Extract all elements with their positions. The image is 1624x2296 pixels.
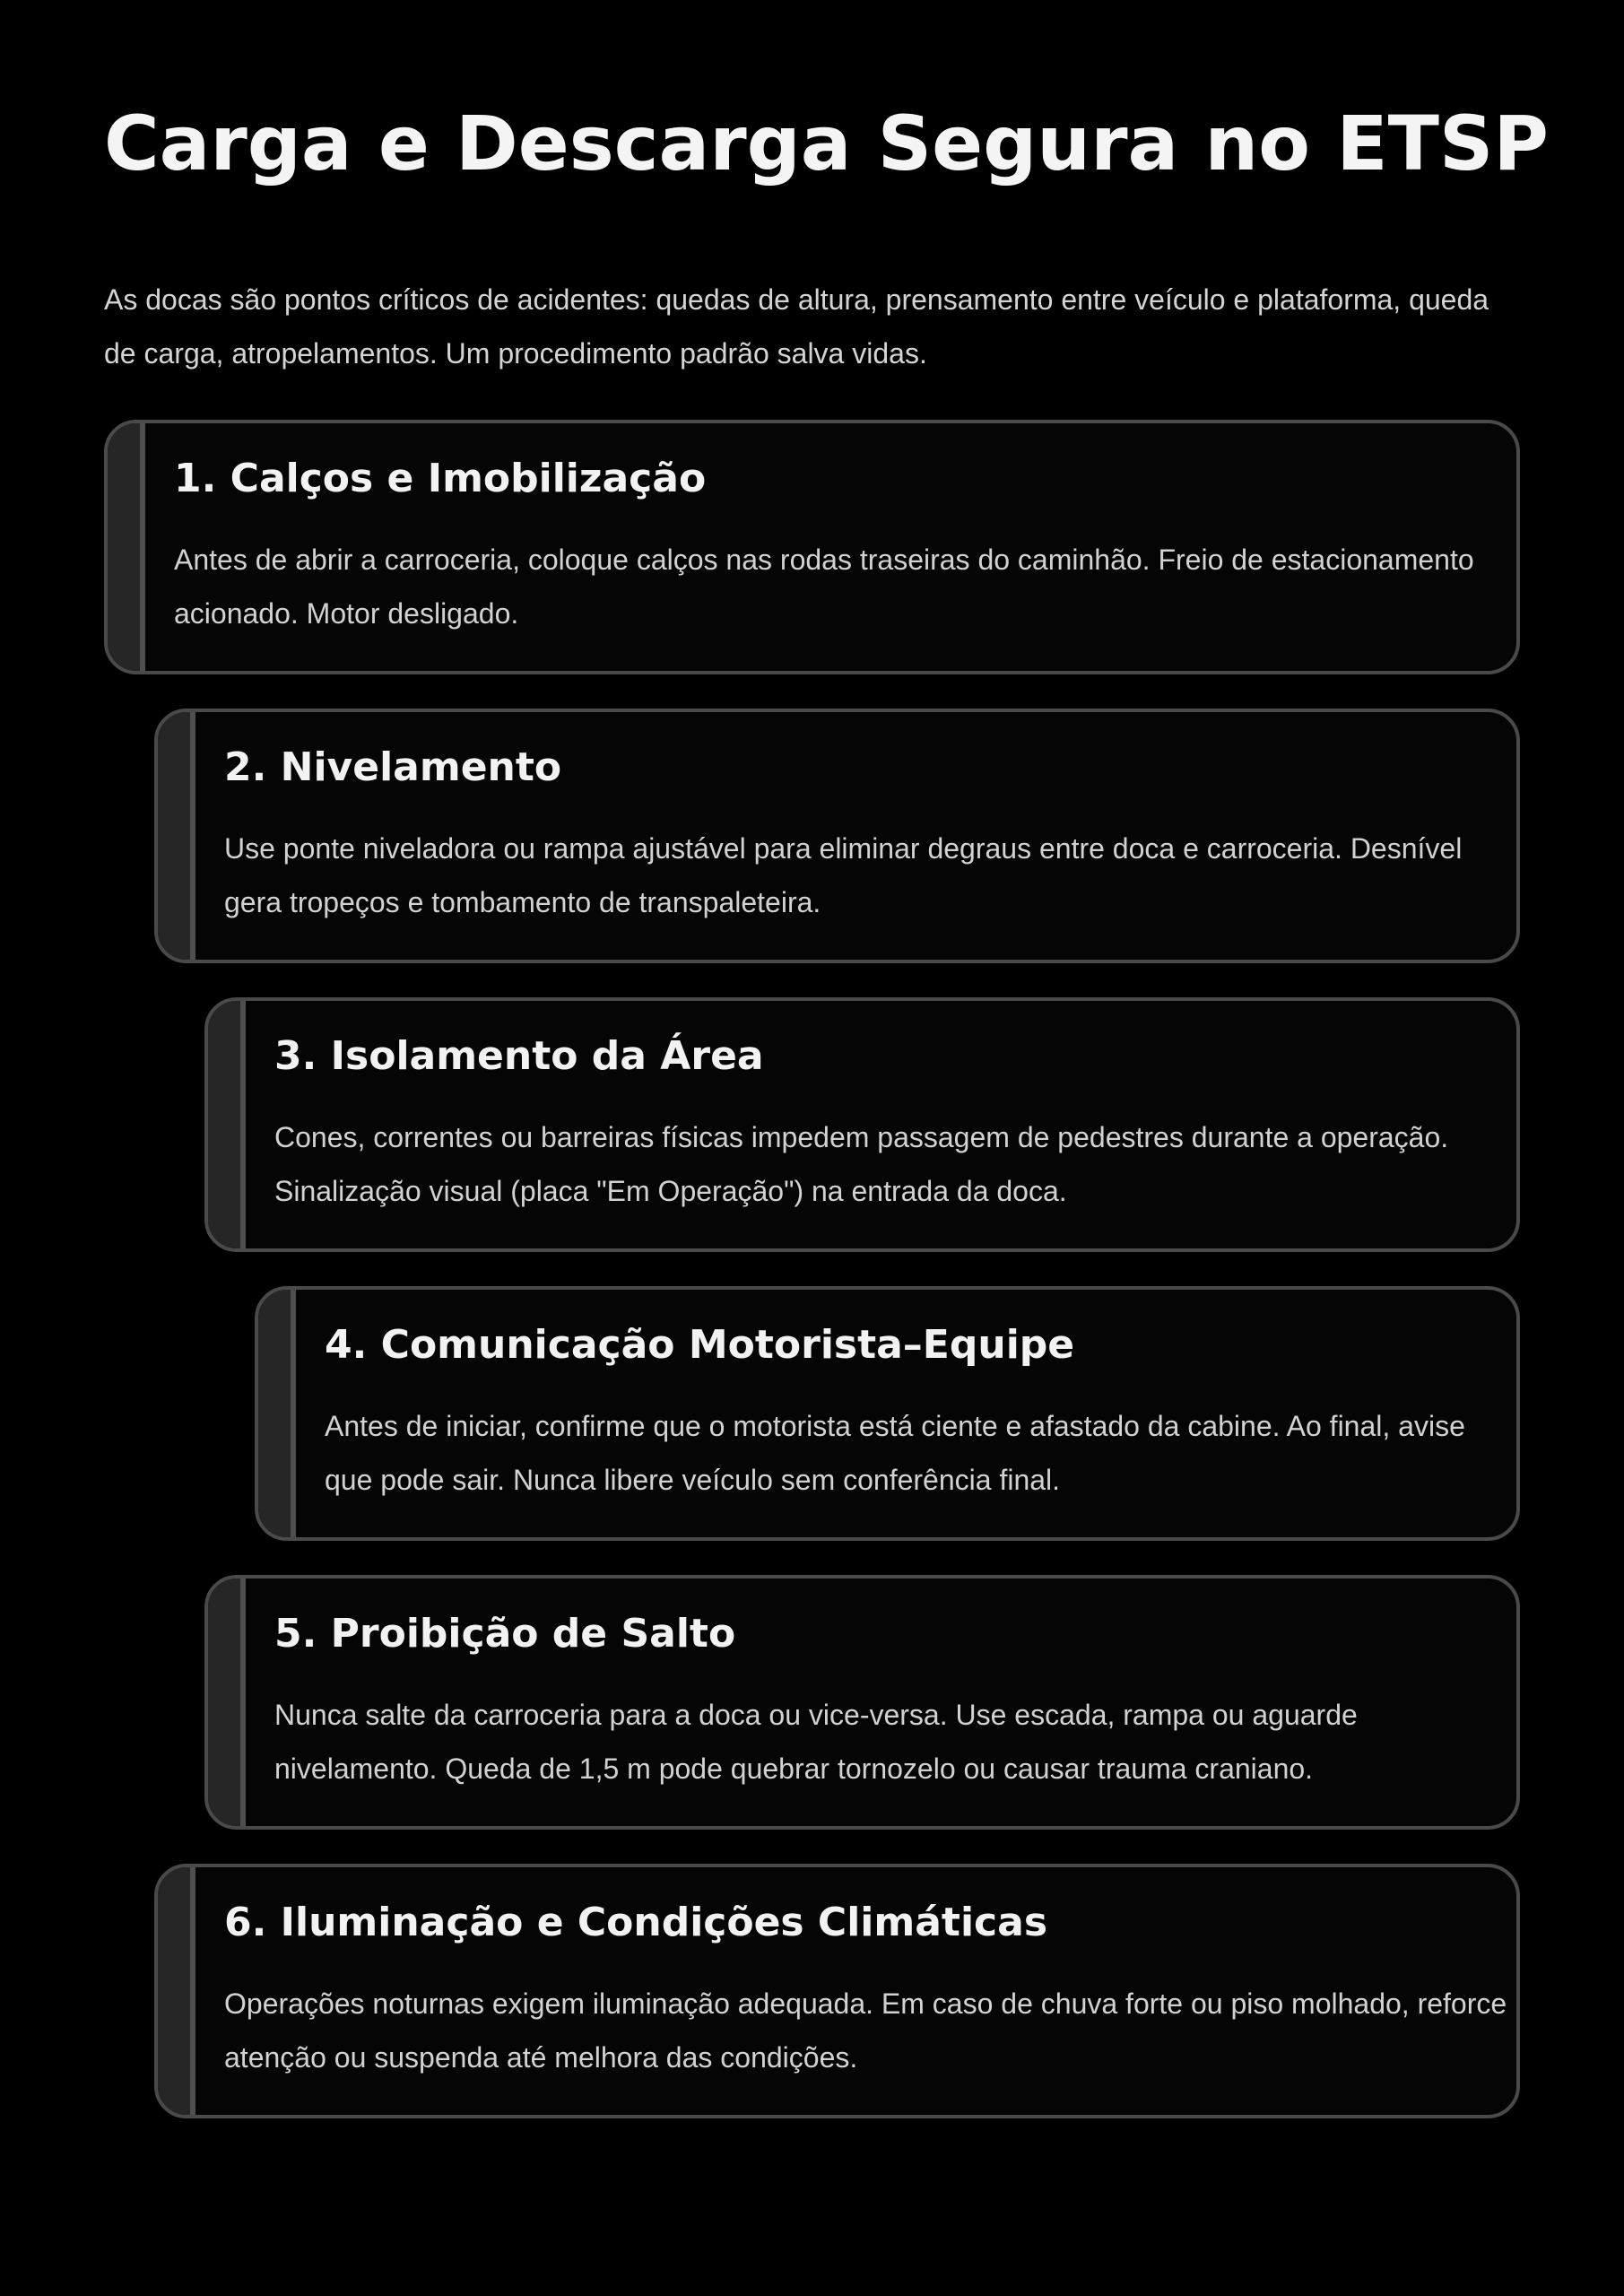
- step-title: 4. Comunicação Motorista–Equipe: [325, 1322, 1075, 1368]
- step-description: Cones, correntes ou barreiras físicas impedem passagem de pedestres durante a operação. Sinalização visual (placa "Em Operação") na entrada da doca.: [274, 1121, 1449, 1207]
- step-description: Use ponte niveladora ou rampa ajustável para eliminar degraus entre doca e carroceria. Desnível gera tropeços e tombamento de transpaleteira.: [224, 832, 1463, 918]
- step-title: 1. Calços e Imobilização: [174, 456, 707, 501]
- step-description: Operações noturnas exigem iluminação adequada. Em caso de chuva forte ou piso molhado, reforce atenção ou suspenda até melhora das condições.: [224, 1987, 1507, 2074]
- step-card-proibicao-salto: [204, 1575, 1520, 1830]
- card-accent-stripe: [258, 1290, 296, 1537]
- step-title: 6. Iluminação e Condições Climáticas: [224, 1900, 1048, 1945]
- page-title: Carga e Descarga Segura no ETSP: [104, 100, 1549, 187]
- card-accent-stripe: [158, 712, 195, 960]
- step-title: 5. Proibição de Salto: [274, 1611, 736, 1657]
- step-card-comunicacao: [255, 1286, 1520, 1541]
- step-description: Nunca salte da carroceria para a doca ou vice-versa. Use escada, rampa ou aguarde nivelamento. Queda de 1,5 m pode quebrar tornozelo ou causar trauma craniano.: [274, 1699, 1358, 1785]
- step-card-iluminacao: [154, 1864, 1520, 2118]
- step-description: Antes de iniciar, confirme que o motorista está ciente e afastado da cabine. Ao final, avise que pode sair. Nunca libere veículo sem conferência final.: [325, 1410, 1465, 1496]
- step-description: Antes de abrir a carroceria, coloque calços nas rodas traseiras do caminhão. Freio de estacionamento acionado. Motor desligado.: [174, 544, 1474, 630]
- card-accent-stripe: [208, 1001, 246, 1248]
- card-accent-stripe: [108, 423, 145, 671]
- step-card-isolamento: [204, 997, 1520, 1252]
- intro-paragraph: As docas são pontos críticos de acidentes: quedas de altura, prensamento entre veículo e plataforma, queda de carga, atropelamentos. Um procedimento padrão salva vidas.: [104, 283, 1489, 370]
- card-accent-stripe: [208, 1578, 246, 1826]
- step-title: 3. Isolamento da Área: [274, 1033, 764, 1079]
- step-title: 2. Nivelamento: [224, 744, 562, 790]
- step-card-nivelamento: [154, 709, 1520, 963]
- card-accent-stripe: [158, 1867, 195, 2115]
- step-card-calcos: [104, 420, 1520, 674]
